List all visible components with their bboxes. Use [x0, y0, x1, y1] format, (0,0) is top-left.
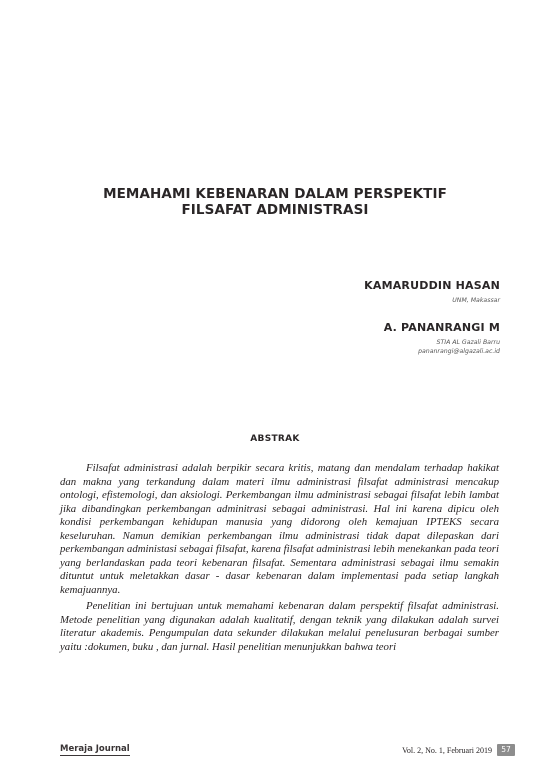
author-2 [384, 321, 500, 356]
author-affiliation: STIA AL Gazali Barru [436, 339, 500, 346]
title-line-1: MEMAHAMI KEBENARAN DALAM PERSPEKTIF [103, 186, 447, 202]
paper-title [40, 186, 510, 218]
abstract-heading: ABSTRAK [250, 434, 300, 444]
author-1 [364, 279, 500, 305]
abstract-body [60, 462, 499, 657]
footer-volume: Vol. 2, No. 1, Februari 2019 [402, 746, 492, 755]
author-name: A. PANANRANGI M [383, 321, 500, 334]
page-number-badge: 57 [497, 744, 515, 756]
author-name: KAMARUDDIN HASAN [364, 279, 500, 292]
title-line-2: FILSAFAT ADMINISTRASI [181, 202, 369, 218]
footer-journal-name: Meraja Journal [60, 744, 130, 754]
author-affiliation: UNM, Makassar [452, 297, 500, 304]
author-email[interactable]: pananrangi@algazali.ac.id [418, 348, 500, 355]
abstract-paragraph-1: Filsafat administrasi adalah berpikir secara kritis, matang dan mendalam terhadap hakikat dan makna yang terkandung dalam materi ilmu administrasi filsafat administrasi mencakup ontologi, efistemologi, dan aksiologi. Perkembangan ilmu administrasi sebagai filsafat lebih lambat jika dibandingkan perkembangan adminitrasi sebagai administrasi. Hal ini karena dipicu oleh kondisi perkembangan kehidupan manusia yang didorong oleh kemajuan IPTEKS secara keseluruhan. Namun demikian perkembangan ilmu administrasi tidak dapat dilepaskan dari perkembangan administasi sebagai filsafat, karena filsafat administrasi lebih menekankan pada teori yang berlandaskan pada teori kebenaran filsafat. Sementara administrasi sebagai ilmu semakin dituntut untuk meletakkan dasar - dasar kebenaran dalam implementasi pada setiap langkah kemajuannya. [60, 462, 499, 596]
abstract-paragraph-2: Penelitian ini bertujuan untuk memahami kebenaran dalam perspektif filsafat administrasi. Metode penelitian yang digunakan adalah kualitatif, dengan teknik yang dilakukan adalah survei literatur akademis. Pengumpulan data sekunder dilakukan melalui penelusuran berbagai sumber yaitu :dokumen, buku , dan jurnal. Hasil penelitian menunjukkan bahwa teori [60, 600, 499, 653]
